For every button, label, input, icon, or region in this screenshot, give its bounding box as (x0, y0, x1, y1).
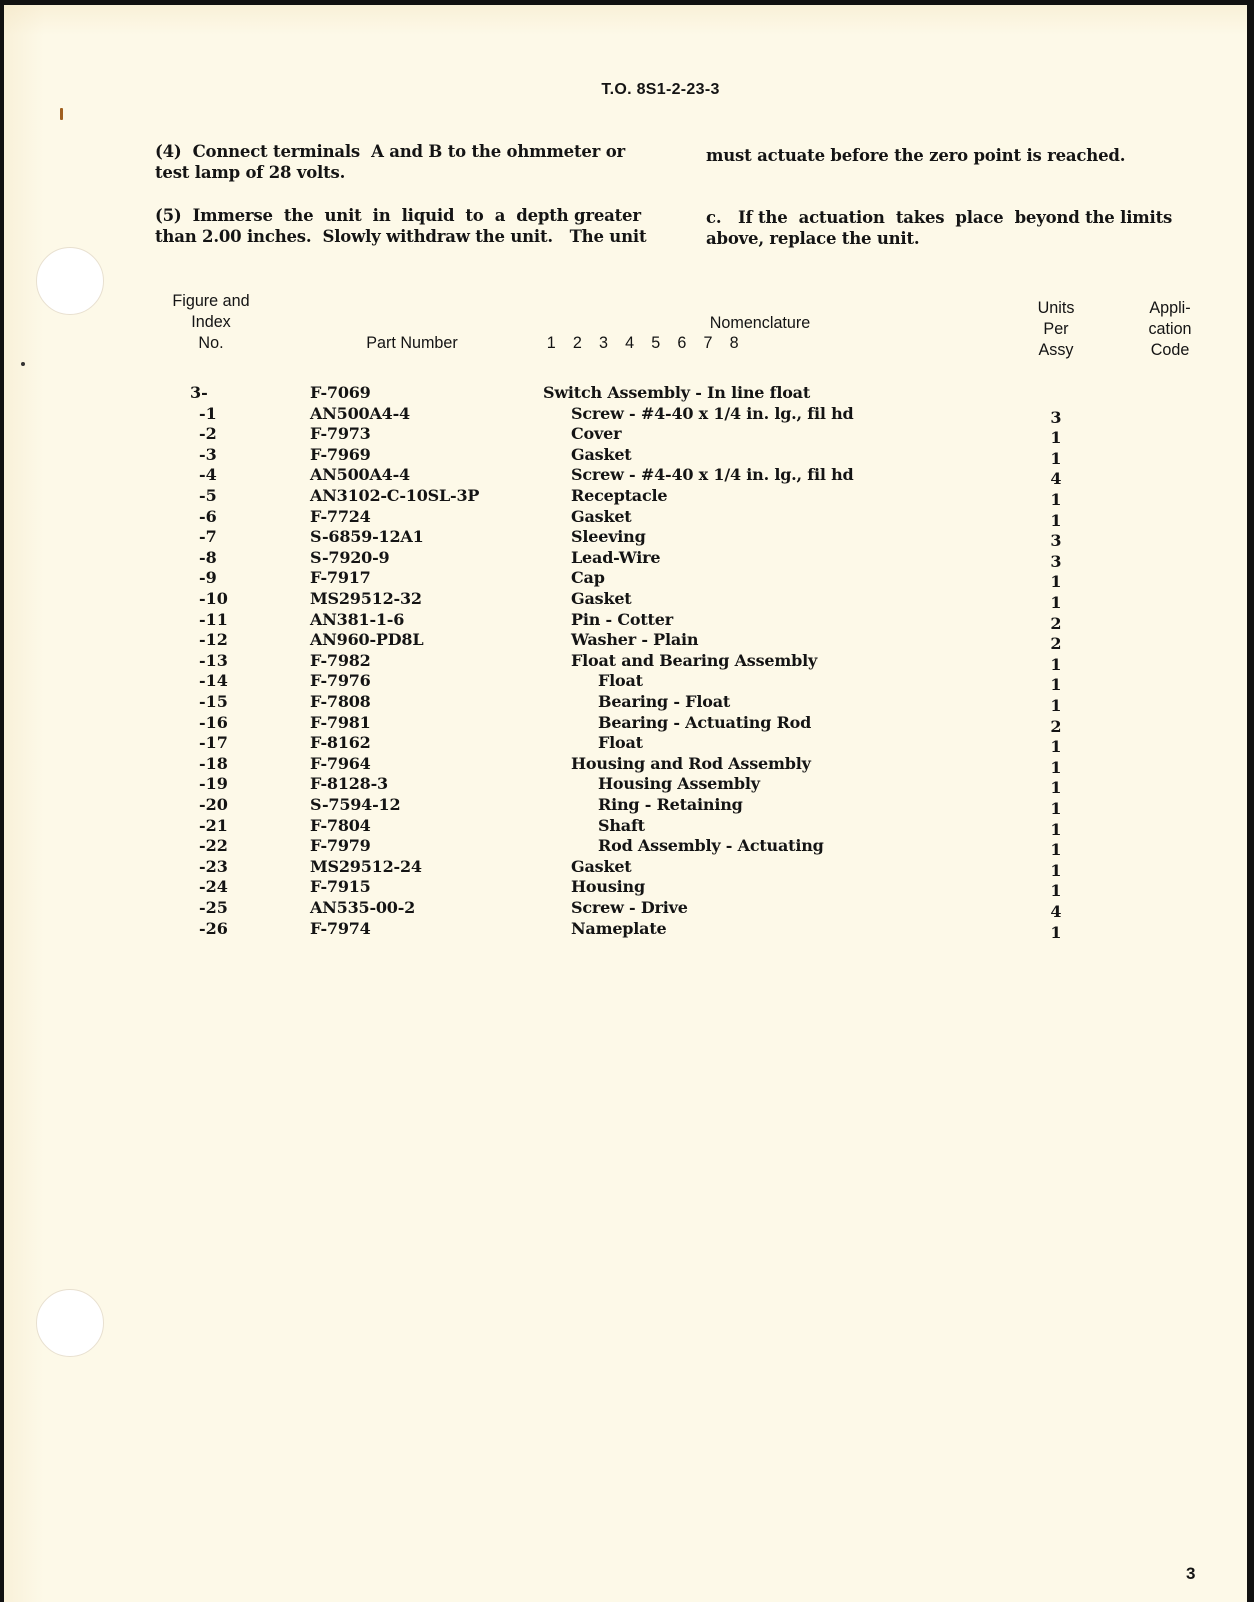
units-per-assy-cell: 3 (1050, 531, 1062, 551)
header-units-line-1: Units (1037, 298, 1075, 317)
part-number-cell: AN960-PD8L (310, 630, 424, 650)
figure-index-cell: -24 (199, 877, 228, 897)
units-per-assy-cell: 2 (1050, 613, 1062, 633)
step-5-cont-line-1: must actuate before the zero point is reached. (706, 146, 1126, 165)
part-number-cell: MS29512-24 (310, 856, 422, 876)
header-figure-index (155, 290, 267, 353)
units-per-assy-cell: 1 (1050, 490, 1062, 509)
figure-index-cell: -5 (199, 486, 217, 505)
part-number-cell: AN3102-C-10SL-3P (310, 486, 480, 505)
binder-hole-top (36, 247, 104, 315)
figure-index-cell: -8 (199, 547, 217, 567)
units-per-assy-cell: 1 (1050, 799, 1062, 818)
part-number-cell: F-7979 (310, 836, 371, 856)
part-number-cell: F-7724 (310, 506, 371, 526)
units-per-assy-cell: 4 (1050, 902, 1062, 921)
nomenclature-cell: Gasket (571, 589, 632, 608)
nomenclature-cell: Lead-Wire (571, 547, 661, 567)
figure-index-cell: -26 (199, 918, 228, 938)
nomenclature-cell: Switch Assembly - In line float (543, 383, 811, 402)
nomenclature-cell: Housing and Rod Assembly (571, 753, 811, 773)
step-c-paragraph (706, 207, 1204, 249)
part-number-cell: F-8128-3 (310, 774, 388, 794)
nomenclature-cell: Washer - Plain (571, 630, 699, 650)
units-per-assy-cell: 1 (1050, 448, 1062, 468)
nomenclature-cell: Housing (571, 877, 645, 897)
header-units-line-3: Assy (1038, 340, 1074, 359)
units-per-assy-cell: 1 (1050, 881, 1062, 901)
header-figure-line-1: Figure and (172, 291, 250, 310)
step-c-line-1: c. If the actuation takes place beyond the limits (706, 208, 1173, 227)
part-number-cell: F-7982 (310, 650, 371, 670)
part-number-cell: F-7976 (310, 671, 371, 691)
table-row (4, 897, 1247, 921)
nomenclature-cell: Gasket (571, 506, 632, 526)
units-per-assy-cell: 2 (1050, 716, 1062, 736)
part-number-cell: S-7594-12 (310, 795, 401, 814)
part-number-cell: F-7974 (310, 918, 371, 938)
table-row (4, 609, 1247, 633)
table-row (4, 403, 1247, 427)
units-per-assy-cell: 1 (1050, 675, 1062, 695)
table-row (4, 691, 1247, 715)
units-per-assy-cell: 1 (1050, 840, 1062, 860)
units-per-assy-cell: 1 (1050, 778, 1062, 798)
figure-index-cell: -11 (199, 609, 228, 629)
nomenclature-cell: Cover (571, 424, 622, 444)
nomenclature-cell: Housing Assembly (598, 774, 760, 794)
units-per-assy-cell: 1 (1050, 819, 1062, 839)
nomenclature-cell: Shaft (598, 815, 645, 835)
nomenclature-cell: Screw - #4-40 x 1/4 in. lg., fil hd (571, 403, 854, 423)
indent-level-2: 2 (572, 333, 582, 352)
table-row (4, 753, 1247, 777)
figure-index-cell: -12 (199, 630, 228, 650)
table-row (4, 876, 1247, 901)
nomenclature-cell: Cap (571, 568, 605, 588)
header-nomenclature: Nomenclature (709, 313, 811, 332)
indent-level-4: 4 (625, 333, 635, 352)
scan-speck (21, 362, 25, 366)
figure-index-cell: -1 (199, 403, 217, 423)
part-number-cell: F-8162 (310, 733, 371, 753)
units-per-assy-cell: 2 (1050, 634, 1062, 654)
figure-index-cell: -16 (199, 712, 228, 732)
nomenclature-cell: Nameplate (571, 918, 667, 938)
units-per-assy-cell: 3 (1050, 407, 1062, 427)
part-number-cell: F-7981 (310, 712, 371, 732)
scan-speck (60, 108, 63, 120)
part-number-cell: F-7973 (310, 424, 371, 444)
table-row (4, 712, 1247, 736)
table-row (4, 485, 1247, 509)
page-number: 3 (1186, 1564, 1196, 1583)
table-row (4, 526, 1247, 551)
part-number-cell: F-7069 (310, 383, 371, 402)
table-row (4, 732, 1247, 757)
figure-index-cell: 3- (190, 383, 208, 402)
header-application-code (1130, 297, 1210, 360)
indent-level-1: 1 (546, 333, 556, 352)
table-row (4, 567, 1247, 592)
table-row (4, 835, 1247, 860)
part-number-cell: S-6859-12A1 (310, 527, 424, 547)
table-row (4, 856, 1247, 880)
part-number-cell: F-7808 (310, 692, 371, 711)
table-row (4, 444, 1247, 468)
part-number-cell: AN535-00-2 (310, 898, 416, 917)
nomenclature-cell: Receptacle (571, 486, 668, 505)
units-per-assy-cell: 1 (1050, 654, 1062, 674)
units-per-assy-cell: 1 (1050, 757, 1062, 777)
nomenclature-cell: Ring - Retaining (598, 795, 743, 814)
part-number-cell: MS29512-32 (310, 589, 422, 608)
part-number-cell: AN500A4-4 (310, 403, 410, 423)
binder-hole-bottom (36, 1289, 104, 1357)
figure-index-cell: -4 (199, 465, 217, 485)
table-row (4, 794, 1247, 818)
step-5-line-1: (5) Immerse the unit in liquid to a depth greater (155, 206, 641, 225)
figure-index-cell: -13 (199, 650, 228, 670)
units-per-assy-cell: 1 (1050, 860, 1062, 880)
figure-index-cell: -9 (199, 568, 217, 588)
step-4-line-1: (4) Connect terminals A and B to the ohmmeter or (155, 142, 626, 161)
figure-index-cell: -23 (199, 856, 228, 876)
part-number-cell: F-7964 (310, 753, 371, 773)
header-figure-line-3: No. (198, 333, 224, 352)
header-appcode-line-1: Appli- (1149, 298, 1191, 317)
part-number-cell: AN381-1-6 (310, 609, 405, 629)
indent-level-7: 7 (703, 333, 713, 352)
step-4-paragraph (155, 141, 651, 183)
indent-level-3: 3 (599, 333, 608, 352)
step-5-paragraph (155, 205, 651, 247)
figure-index-cell: -3 (199, 444, 217, 464)
header-units-per-assy (1018, 297, 1094, 360)
units-per-assy-cell: 1 (1050, 428, 1062, 448)
part-number-cell: F-7969 (310, 444, 371, 464)
units-per-assy-cell: 4 (1050, 469, 1062, 489)
figure-index-cell: -7 (199, 527, 217, 547)
nomenclature-cell: Gasket (571, 444, 632, 464)
header-figure-line-2: Index (191, 312, 231, 331)
table-row (4, 918, 1247, 942)
units-per-assy-cell: 1 (1050, 922, 1062, 942)
table-row (4, 588, 1247, 612)
units-per-assy-cell: 1 (1050, 593, 1062, 612)
table-row (4, 506, 1247, 530)
figure-index-cell: -15 (199, 692, 228, 711)
part-number-cell: F-7917 (310, 568, 371, 588)
figure-index-cell: -21 (199, 815, 228, 835)
table-row (4, 464, 1247, 489)
nomenclature-cell: Sleeving (571, 527, 646, 547)
step-4-line-2: test lamp of 28 volts. (155, 163, 346, 182)
units-per-assy-cell: 3 (1050, 551, 1062, 571)
table-row (4, 815, 1247, 839)
table-row (4, 423, 1247, 448)
nomenclature-cell: Bearing - Float (598, 692, 731, 711)
units-per-assy-cell: 1 (1050, 510, 1062, 530)
figure-index-cell: -14 (199, 671, 228, 691)
table-row (4, 670, 1247, 695)
header-appcode-line-2: cation (1148, 319, 1192, 338)
header-part-number: Part Number (366, 333, 458, 352)
nomenclature-cell: Float (598, 733, 643, 753)
part-number-cell: AN500A4-4 (310, 465, 410, 485)
nomenclature-cell: Gasket (571, 856, 632, 876)
figure-index-cell: -20 (199, 795, 228, 814)
units-per-assy-cell: 1 (1050, 572, 1062, 592)
nomenclature-cell: Float (598, 671, 643, 691)
header-appcode-line-3: Code (1150, 340, 1190, 359)
table-row (4, 650, 1247, 674)
document-page (4, 5, 1247, 1602)
part-number-cell: F-7915 (310, 877, 371, 897)
figure-index-cell: -19 (199, 774, 228, 794)
table-row (4, 773, 1247, 798)
header-units-line-2: Per (1043, 319, 1069, 338)
step-5-continuation (706, 145, 1204, 166)
nomenclature-cell: Screw - Drive (571, 898, 688, 917)
units-per-assy-cell: 1 (1050, 696, 1062, 715)
header-indent-levels (547, 332, 766, 353)
figure-index-cell: -6 (199, 506, 217, 526)
table-row (4, 629, 1247, 654)
figure-index-cell: -17 (199, 733, 228, 753)
nomenclature-cell: Bearing - Actuating Rod (598, 712, 812, 732)
indent-level-5: 5 (651, 333, 661, 352)
table-row (4, 547, 1247, 571)
figure-index-cell: -22 (199, 836, 228, 856)
nomenclature-cell: Screw - #4-40 x 1/4 in. lg., fil hd (571, 465, 854, 485)
nomenclature-cell: Pin - Cotter (571, 609, 673, 629)
nomenclature-cell: Float and Bearing Assembly (571, 650, 818, 670)
step-c-line-2: above, replace the unit. (706, 229, 920, 248)
part-number-cell: F-7804 (310, 815, 371, 835)
figure-index-cell: -25 (199, 898, 228, 917)
nomenclature-cell: Rod Assembly - Actuating (598, 836, 824, 856)
table-row (4, 382, 1247, 403)
figure-index-cell: -2 (199, 424, 217, 444)
technical-order-number: T.O. 8S1-2-23-3 (601, 81, 720, 98)
units-per-assy-cell: 1 (1050, 737, 1062, 757)
indent-level-8: 8 (729, 333, 739, 352)
step-5-line-2: than 2.00 inches. Slowly withdraw the unit. The unit (155, 227, 647, 246)
indent-level-6: 6 (677, 333, 687, 352)
figure-index-cell: -18 (199, 753, 228, 773)
figure-index-cell: -10 (199, 589, 228, 608)
part-number-cell: S-7920-9 (310, 547, 390, 567)
